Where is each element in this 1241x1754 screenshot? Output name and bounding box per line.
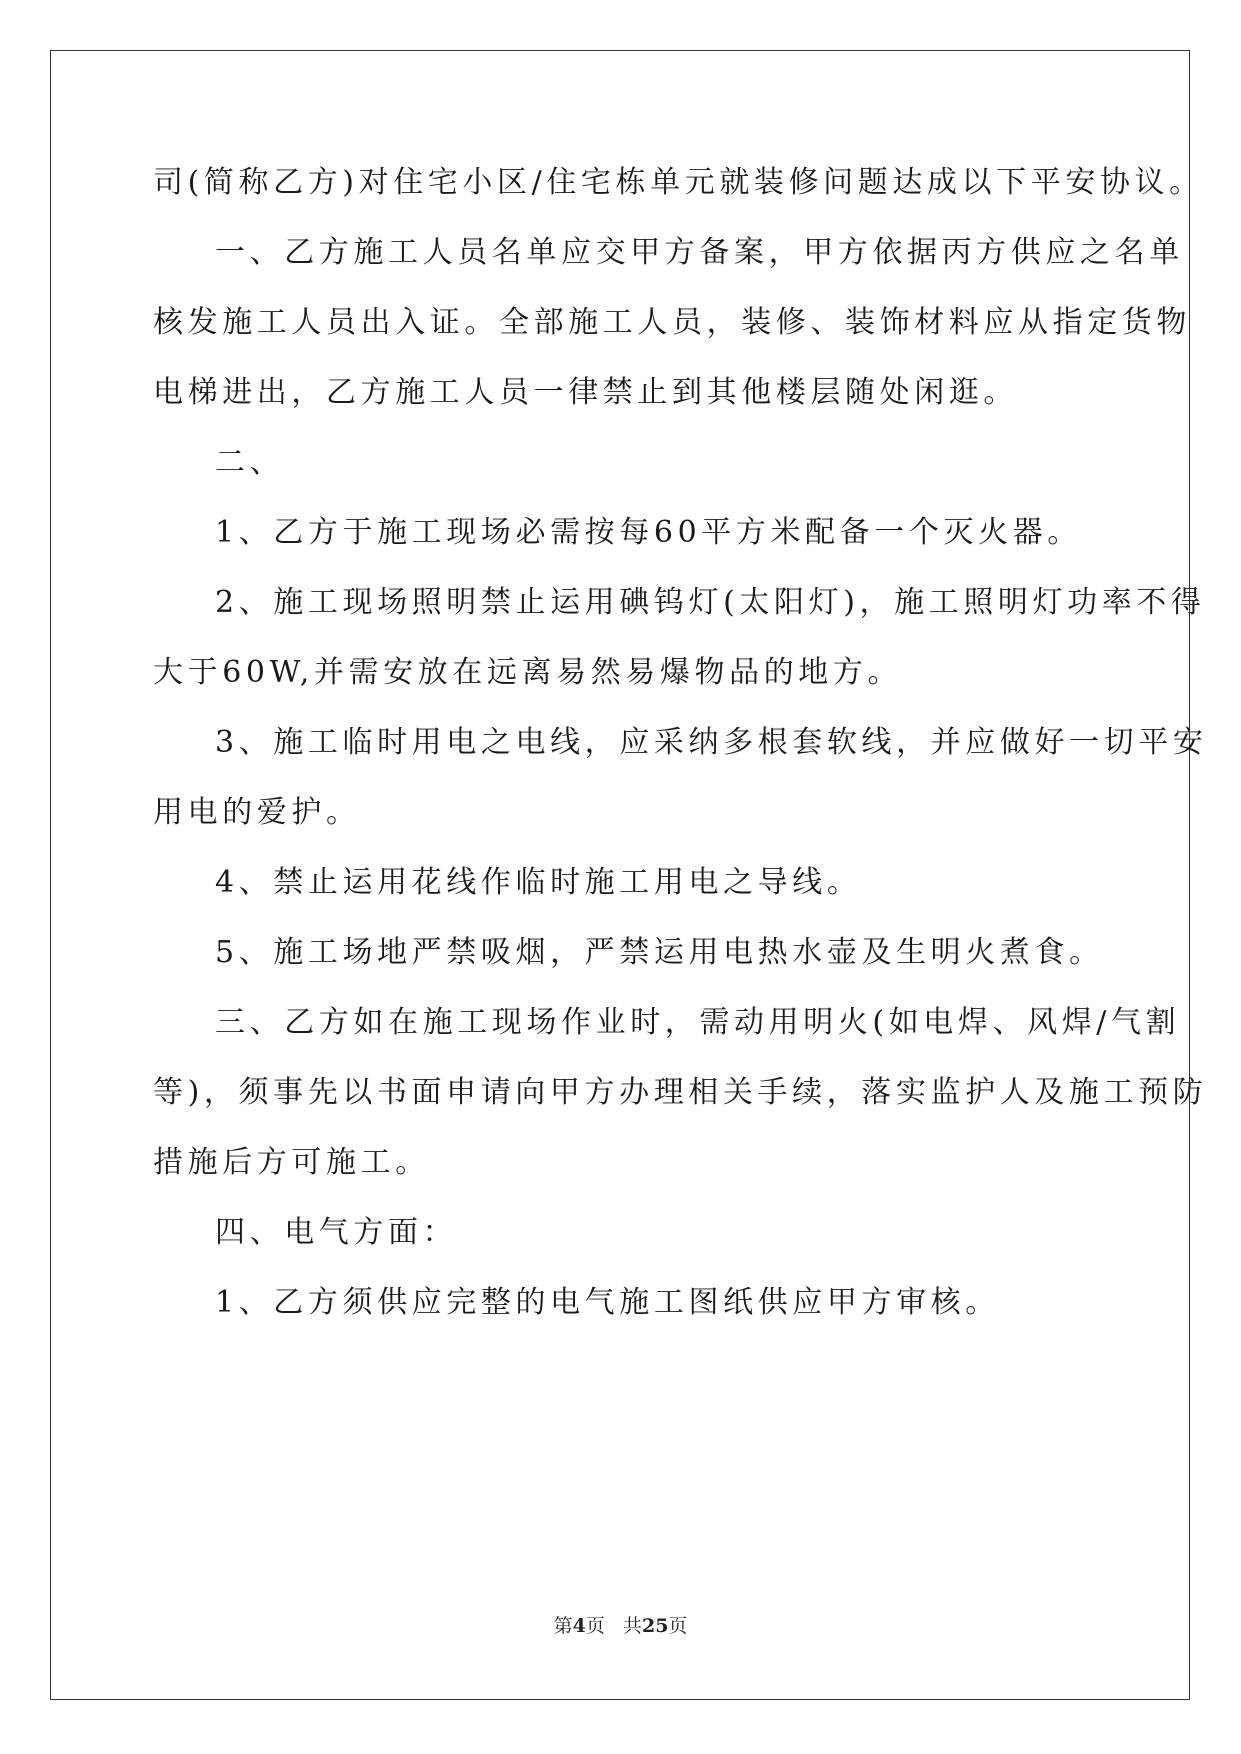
text-line: 司(简称乙方)对住宅小区/住宅栋单元就装修问题达成以下平安协议。 bbox=[153, 165, 1204, 200]
text-line: 一、乙方施工人员名单应交甲方备案，甲方依据丙方供应之名单 bbox=[215, 235, 1184, 270]
page-footer bbox=[0, 1614, 1241, 1638]
text-line: 大于60W,并需安放在远离易然易爆物品的地方。 bbox=[153, 655, 903, 690]
footer-total-suffix: 页 bbox=[668, 1615, 688, 1637]
text-line: 核发施工人员出入证。全部施工人员，装修、装饰材料应从指定货物 bbox=[153, 305, 1191, 340]
total-page-count: 25 bbox=[641, 1615, 669, 1637]
text-line: 三、乙方如在施工现场作业时，需动用明火(如电焊、风焊/气割 bbox=[215, 1005, 1181, 1040]
text-line: 措施后方可施工。 bbox=[153, 1145, 430, 1180]
footer-page-suffix: 页 bbox=[585, 1615, 605, 1637]
text-line: 电梯进出，乙方施工人员一律禁止到其他楼层随处闲逛。 bbox=[153, 375, 1018, 410]
text-line: 1、乙方于施工现场必需按每60平方米配备一个灭火器。 bbox=[215, 515, 1082, 550]
text-line: 四、电气方面： bbox=[215, 1215, 458, 1250]
text-line: 4、禁止运用花线作临时施工用电之导线。 bbox=[215, 865, 862, 900]
footer-prefix: 第 bbox=[553, 1615, 573, 1637]
text-line: 等)，须事先以书面申请向甲方办理相关手续，落实监护人及施工预防 bbox=[153, 1075, 1208, 1110]
text-line: 5、施工场地严禁吸烟，严禁运用电热水壶及生明火煮食。 bbox=[215, 935, 1104, 970]
text-line: 2、施工现场照明禁止运用碘钨灯(太阳灯)，施工照明灯功率不得 bbox=[215, 585, 1206, 620]
text-line: 3、施工临时用电之电线，应采纳多根套软线，并应做好一切平安 bbox=[215, 725, 1208, 760]
text-line: 1、乙方须供应完整的电气施工图纸供应甲方审核。 bbox=[215, 1285, 1000, 1320]
footer-total-prefix: 共 bbox=[622, 1615, 642, 1637]
text-line: 二、 bbox=[215, 445, 285, 480]
text-line: 用电的爱护。 bbox=[153, 795, 361, 830]
current-page-number: 4 bbox=[572, 1615, 586, 1637]
